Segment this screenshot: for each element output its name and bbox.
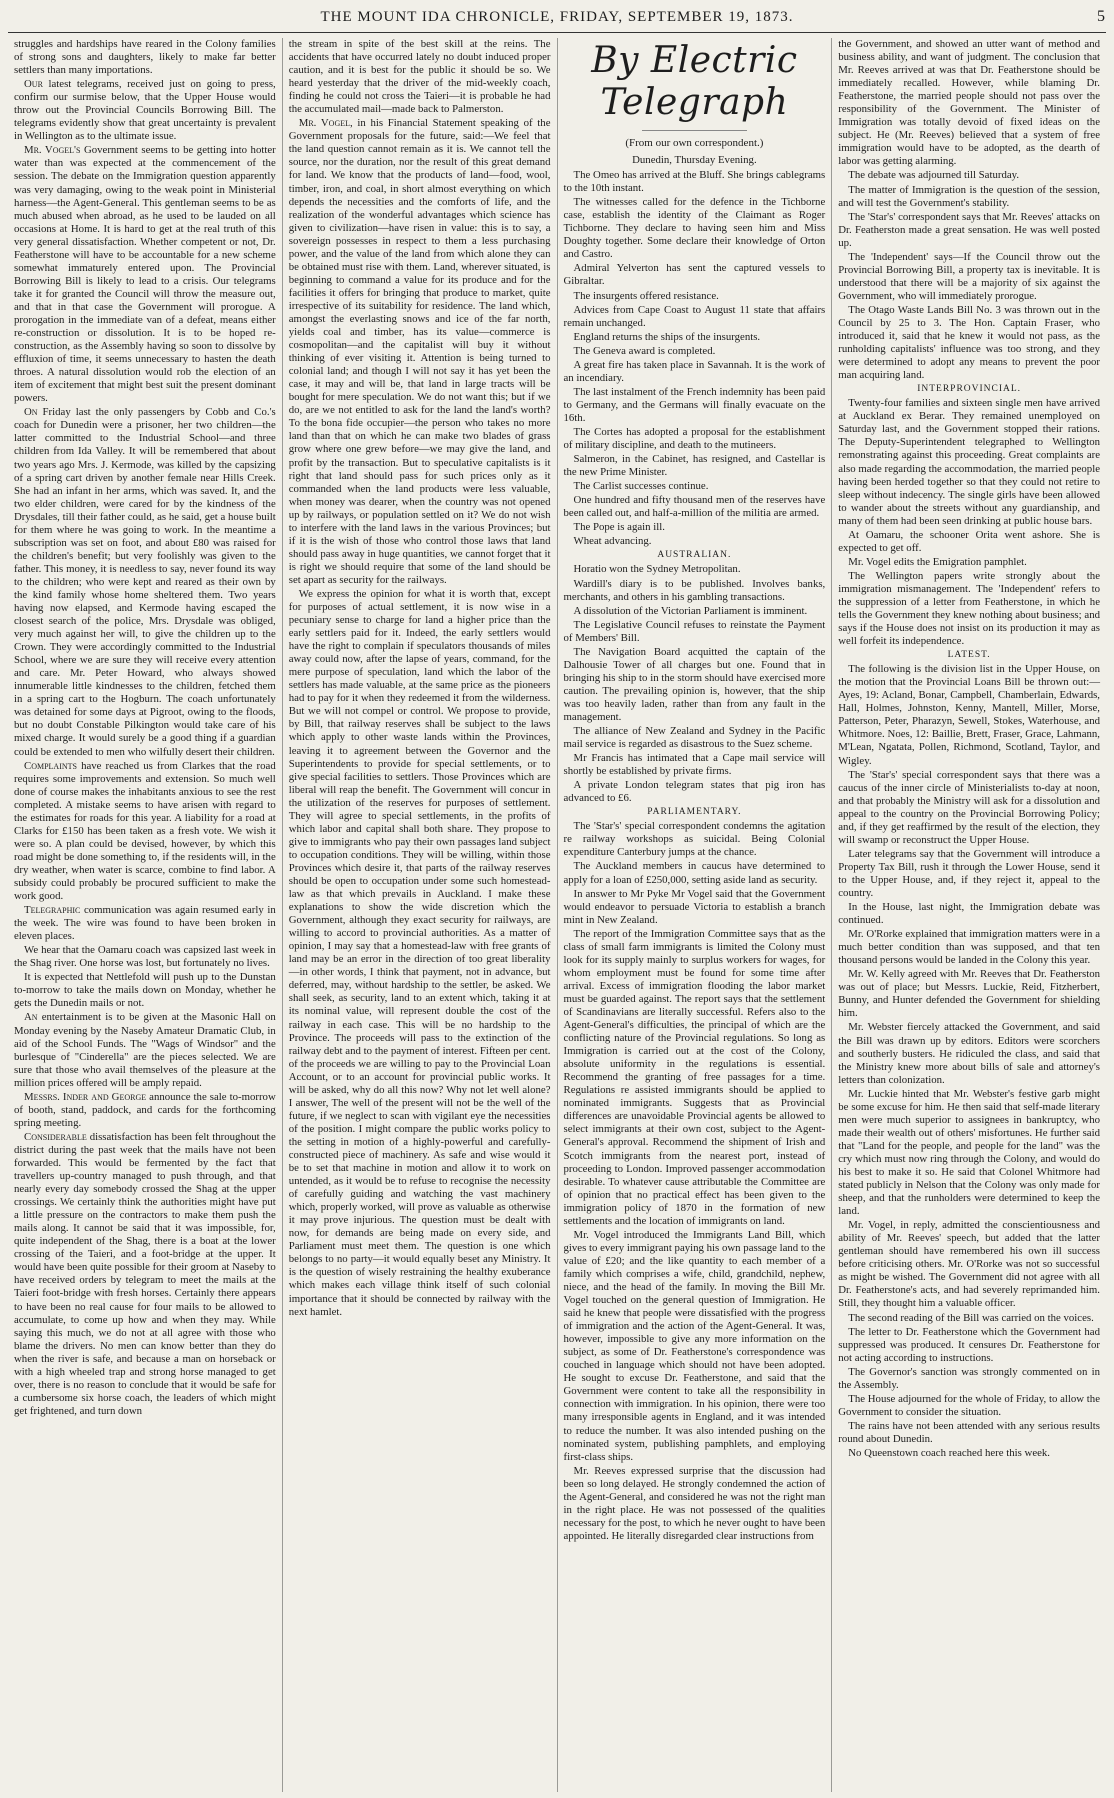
article-paragraph: [14, 760, 276, 904]
telegram-paragraph: The Cortes has adopted a proposal for the establishment of military discipline, and death to the mutineers.: [563, 425, 826, 452]
paragraph-lead: Mr. Vogel's: [24, 144, 81, 157]
telegram-paragraph: Admiral Yelverton has sent the captured vessels to Gibraltar.: [563, 262, 826, 288]
telegram-paragraph: The Wellington papers write strongly about the immigration mismanagement. The 'Independent' refers to the suppression of a letter from Featherstone, in which he tells the Government they knew nothing about business; and says if the House does not insist on its production it may as well forfeit its independence.: [838, 569, 1100, 648]
telegram-paragraph: The following is the division list in the Upper House, on the motion that the Provincial Loans Bill be thrown out:—Ayes, 19: Acland, Bonar, Campbell, Chamberlain, Edwards, Hall, Holmes, Johnston, Kenny, Mantell, Miller, Morse, Patterson, Peter, Pharazyn, Sewell, Stokes, Waterhouse, and Whitmore. Noes, 12: Baillie, Brett, Fraser, Grace, Lahmann, M'Lean, Ngatata, Pollen, Richmond, Scotland, Taylor, and Wigley.: [838, 663, 1100, 767]
section-subhead: INTERPROVINCIAL.: [917, 384, 1022, 395]
telegram-paragraph: Mr. Luckie hinted that Mr. Webster's festive garb might be some excuse for him. He then said that self-made literary men were much superior to assignees in bankruptcy, who made their wealth out of others' misfortunes. He further said that "Land for the people, and people for the land" was the cry which must now ring through the Colony, and would do his best to make it so. He said that Colonel Whitmore had stated publicly in Nelson that the Colony was only made for sheep, and that the runholders were determined to keep the land.: [838, 1087, 1100, 1218]
telegram-paragraph: The rains have not been attended with any serious results round about Dunedin.: [838, 1419, 1100, 1445]
article-paragraph: [14, 1011, 276, 1089]
telegram-paragraph: The 'Star's' special correspondent says that there was a caucus of the inner circle of Ministerialists to-day at noon, and that probably the Ministry will ask for a dissolution and appeal to the country on the Provincial Borrowing Policy; and, if they get reaffirmed by the result of the election, they will swamp or reconstruct the Upper House.: [838, 768, 1100, 846]
telegram-paragraph: Mr. Webster fiercely attacked the Government, and said the Bill was drawn up by editors. Editors were scorchers and southerly busters. He ridiculed the class, and said that the Ministry knew more about bills of sale and attorney's letters than colonization.: [838, 1021, 1100, 1086]
telegram-paragraph: Advices from Cape Coast to August 11 state that affairs remain unchanged.: [563, 303, 826, 329]
article-paragraph: [289, 38, 551, 116]
article-paragraph: [14, 944, 276, 970]
telegram-paragraph: Mr. Reeves expressed surprise that the discussion had been so long delayed. He strongly condemned the action of the Agent-General, and considered he was not the right man in the right place. He was not possessed of the qualities necessary for the post, to which he never ought to have been appointed. He literally disregarded clear instructions from: [563, 1464, 826, 1542]
section-subhead: AUSTRALIAN.: [657, 550, 732, 561]
paragraph-text: Friday last the only passengers by Cobb and Co.'s coach for Dunedin were a prisoner, her two children—the latter committed to the Industrial School—and three children from Ida Valley. It will be remembered that about two years ago Mrs. J. Kermode, was killed by the capsizing of a spring cart driven by another female near Hills Creek. She had an infant in her arms, which was saved. It, and the two elder children, were cared for by the kindness of the Drysdales, till their father could, as he said, get a house built for them where he was going to work. In the meantime a subscription was set on foot, and about £80 was raised for the children's benefit; but very foolishly was given to the father. This money, it is needless to say, never found its way to the children; who were kept and reared as their own by the kind family whose home sheltered them. Two years having now elapsed, and Kermode having escaped the closest search of the police, Mrs. Drysdale was obliged, very much against her will, to give the children up to the Crown. They were accordingly committed to the Industrial School, where we are sure they will receive every attention and care. Mr. Peter Howard, who always showed innumerable little kindnesses to the children, fetched them in a spring cart to the Hogburn. The coach unfortunately was detained for some days at Pigroot, owing to the floods, but no doubt Constable Pilkington would take care of his mixed charge. It would surely be a good thing if a guardian could be extended to men who wilfully desert their children.: [14, 406, 276, 758]
telegram-paragraph: In the House, last night, the Immigration debate was continued.: [838, 901, 1100, 927]
telegram-paragraph: Mr Francis has intimated that a Cape mail service will shortly be established by private firms.: [563, 752, 826, 778]
telegram-paragraph: The second reading of the Bill was carried on the voices.: [848, 1311, 1094, 1324]
paragraph-text: communication was again resumed early in the week. The wire was found to have been broken in eleven places.: [14, 904, 276, 943]
paragraph-text: entertainment is to be given at the Masonic Hall on Monday evening by the Naseby Amateur Dramatic Club, in aid of the School Funds. The "Wags of Windsor" and the burlesque of "Cinderella" are the pieces selected. We are sure that those who avail themselves of the pleasure at the million prices offered will be amply repaid.: [14, 1011, 276, 1089]
telegram-paragraph: At Oamaru, the schooner Orita went ashore. She is expected to get off.: [838, 528, 1100, 554]
telegram-paragraph: A private London telegram states that pig iron has advanced to £6.: [563, 779, 826, 805]
paragraph-text: It is expected that Nettlefold will push up to the Dunstan to-morrow to take the mails down on Monday, whether he gets the Dunedin mails or not.: [14, 971, 276, 1010]
paragraph-text: announce the sale to-morrow of booth, stand, paddock, and cards for the forthcoming spring meeting.: [14, 1090, 276, 1129]
article-paragraph: [14, 971, 276, 1010]
article-paragraph: [14, 1131, 276, 1418]
article-paragraph: [14, 144, 276, 405]
telegram-paragraph: Twenty-four families and sixteen single men have arrived at Auckland ex Berar. They remained unemployed on Saturday last, and the Government stopped their rations. The Deputy-Superintendent telegraphed to Wellington remonstrating against this proceeding. Great complaints are also made regarding the accommodation, the married people having been herded together so that they could not retire to sleep without indecency. The single girls have been allowed to wander about the streets without any guardianship, and many of them had been seen drinking at public house bars.: [838, 397, 1100, 527]
telegram-paragraph: The Geneva award is completed.: [573, 344, 716, 357]
telegram-paragraph: The 'Independent' says—If the Council throw out the Provincial Borrowing Bill, a property tax is inevitable. It is understood that there will be a majority of six against the Government, who will immediately prorogue.: [838, 250, 1100, 302]
telegram-paragraph: The Omeo has arrived at the Bluff. She brings cablegrams to the 10th instant.: [563, 169, 826, 195]
telegram-paragraph: One hundred and fifty thousand men of the reserves have been called out, and half-a-million of the militia are armed.: [563, 494, 826, 520]
telegram-paragraph: The Navigation Board acquitted the captain of the Dalhousie Tower of all charges but one. Found that in bringing his ship to in the storm should have exercised more caution. The prevailing opinion is, however, that the ship was too heavily laden, rather than from any fault in the management.: [563, 645, 826, 723]
telegram-paragraph: The last instalment of the French indemnity has been paid to Germany, and the Germans will finally evacuate on the 16th.: [563, 385, 826, 424]
paragraph-text: the stream in spite of the best skill at the reins. The accidents that have occurred lately no doubt induced proper caution, and it is best for the public it should be so. We heard yesterday that the driver of the mid-weekly coach, finding he could not cross the Taieri—it is probable he had the accumulated mail—made back to Palmerston.: [288, 38, 551, 116]
telegram-paragraph: Mr. O'Rorke explained that immigration matters were in a much better condition than was supposed, and that ten thousand persons would be landed in the Colony this year.: [838, 928, 1100, 967]
paragraph-text: We express the opinion for what it is worth that, except for purposes of actual settlement, it is now wise in a pecuniary sense to charge for land a higher price than the early settlers paid for it. Indeed, the early settlers would have the right to complain if speculators thousands of miles away could now, after the lapse of years, command, for the mere purpose of speculation, land which the labor of the settlers has made valuable, at the same price as the pioneers had to pay for it when they redeemed it from the wilderness. But we will not compel or control. We propose to provide, by Bill, that railway reserves shall be subject to the laws which apply to other waste lands within the Provinces, leaving it to agreement between the Governor and the Superintendents to provide for special settlements, or to give special facilities to settlers. Those Provinces which are liberal will reap the benefit. The Government will concur in the utilization of the reserves for purposes of settlement. They will agree to special settlements, in the profits of which labor and capital shall both share. They propose to give to immigrants who pay their own passages land subject to occupation conditions. They will be willing, within those Provinces which desire it, that parts of the railway reserves should be open to occupation under some such homestead-law as that which prevails in Auckland. I make these explanations to show the wide discretion which the Government, although they exact security for railways, are willing to accord to provincial authorities. As a matter of opinion, I may say that a homestead-law with free grants of land may be an error in the direction of too great liberality—in other words, I think that payment, not in advance, but deferred, may, without hardship to the settler, be asked. We shall seek, as security, land to an extent which, taking it at its nominal value, will represent double the cost of the railway in each case. This will be no hardship to the Province. The proceeds will pass to the extinction of the railway debt and to the payment of interest. Fifteen per cent. of the proceeds we are willing to pay to the Provincial Loan Account, or to an account for provincial public works. It will be asked, why do all this now? Why not let well alone? I answer, The well of the present will not be the well of the future, if we neglect to scan with vigilant eye the necessities of the position. I might compare the public works policy to the setting in motion of a highly-powerful and carefully-constructed piece of machinery. As safe and wise would it be to set that machine in motion and allow it to work on untended, as it would be to refuse to recognise the necessity of carefully guiding and watching the vast machinery which, properly worked, will prove as valuable as otherwise it may prove injurious. The question must be dealt with now, for demands are being made on every side, and Parliament must meet them. The question is one which belongs to no party—it would equally beset any Ministry. It is the question of wisely restraining the healthy exuberance which makes each village think itself of such colonial importance that it should be connected by railway with the next hamlet.: [288, 587, 551, 1318]
paragraph-lead: Our: [24, 78, 43, 91]
telegram-paragraph: The witnesses called for the defence in the Tichborne case, establish the identity of the Claimant as Roger Tichborne. They declare to having seen him and Miss Doughty together. Some declare their knowledge of Orton and Castro.: [563, 196, 826, 261]
telegram-paragraph: The 'Star's' correspondent says that Mr. Reeves' attacks on Dr. Featherston made a great sensation. He was well posted up.: [838, 210, 1100, 249]
dateline: Dunedin, Thursday Evening.: [632, 154, 757, 167]
paragraph-text: in his Financial Statement speaking of the Government proposals for the future, said:—We feel that the land question cannot remain as it is. We cannot tell the source, nor the duration, nor the result of this great demand for land. We know that the products of land—food, wool, timber, iron, and coal, in short almost everything on which depends the necessities and the comforts of life, and the realization of the wonderful advantages which science has given to civilization—have risen in value: this is to say, a sovereign possesses in respect to them a less purchasing power, and the value of the land from which alone they can be obtained must rise with them. Land, wherever situated, is beginning to command a value for its produce and for the facilities it offers for bringing that produce to market, quite irrespective of its suitability for residence. The land which, amongst the everlasting snows and ice of the far north, yields coal and timber, has its value—commerce is cosmopolitan—and the capitalist will buy it without thinking of ever visiting it. Attention is being turned to colonial land; and though I will not say it has yet been the case, it may and will be, that land in large tracts will be bought for mere speculation. We do not want this; but if we do, are we not entitled to ask for the land the land's worth? To the bona fide occupier—the person who takes no more land than that on which he can make two blades of grass grow where one grew before—we may give the land, and profit by the transaction. But to speculative capitalists is it right that land should pass for such prices only as it commanded when the land products were less valuable, when money was dearer, when the country was not opened up by railways, or population settled on it? We do not wish to interfere with the land laws in the various Provinces; but if it is the wish of those who control those laws that land should pass away in huge quantities, we cannot forget that it is right we should require that some of the land should be set apart as security for the railways.: [288, 117, 551, 586]
telegraph-heading: By Electric Telegraph: [591, 40, 798, 123]
telegram-paragraph: Wheat advancing.: [573, 535, 652, 548]
telegram-paragraph: The House adjourned for the whole of Friday, to allow the Government to consider the situation.: [838, 1392, 1100, 1418]
paragraph-lead: On: [24, 406, 38, 419]
masthead: [8, 2, 1106, 33]
article-paragraph: [14, 904, 276, 943]
telegram-paragraph: Later telegrams say that the Government will introduce a Property Tax Bill, rush it through the Lower House, send it to the Upper House, and, if they reject it, appeal to the country.: [838, 847, 1100, 899]
telegram-paragraph: The insurgents offered resistance.: [573, 289, 719, 302]
article-paragraph: [14, 406, 276, 758]
paragraph-text: Government seems to be getting into hotter water than was expected at the commencement of the session. The debate on the Immigration question apparently was very damaging, owing to the weak point in Ministerial harness—the Agent-General. This gentleman seems to be as much abused when abroad, as he used to be lauded on all occasions at Home. It is hard to get at the real truth of this very general dissatisfaction. Whether competent or not, Dr. Featherstone will have to be accountable for a new scheme somewhat immaturely entered upon. The Provincial Borrowing Bill is likely to lead to a crisis. Our telegrams take it for granted the Council will throw the measure out, and that in that case the Government will prorogue. A prorogation in the immediate van of a defeat, means either re-construction or dissolution. It is to be hoped re-construction, as the Assembly having so soon to dissolve by effluxion of time, it seems unnecessary to hasten the death throes. A natural dissolution would rob the election of an item of excitement that might best suit the present dominant powers.: [14, 144, 276, 405]
telegram-paragraph: Wardill's diary is to be published. Involves banks, merchants, and others in his gambling transactions.: [563, 577, 826, 603]
telegram-paragraph: Salmeron, in the Cabinet, has resigned, and Castellar is the new Prime Minister.: [563, 453, 826, 479]
paragraph-text: have reached us from Clarkes that the road requires some improvements and extension. So much well done of course makes the inhabitants anxious to see the rest completed. A mistake seems to have arisen with regard to the estimates for roads for this year. A liability for a road at Clarks for £150 has been taken as a fresh vote. We wish it were so. A plan could be devised, however, by which this road might be done something to, if the residents will, in the dry weather, when water is scarce, combine to find labor. A subsidy could probably be procured sufficient to make the work good.: [14, 759, 276, 903]
telegram-paragraph: The report of the Immigration Committee says that as the class of small farm immigrants is limited the Colony must look for its supply mainly to surplus workers for wages, for whom employment must be found for some time after arrival. Excess of immigration flooding the labor market must be guarded against. The report says that the settlement of Scandinavians are literally successful. Refers also to the Agent-General's difficulties, the principal of which are the conflicting nature of the Provincial regulations. So long as Immigration is carried out at the cost of the Colony, absolute uniformity in the regulations is essential. Recommend the granting of free passages for a time. Regulations re assisted immigrants should be applied to nominated immigrants. Suggests that as Provincial differences are unavoidable Provincial agents be allowed to select immigrants at their own cost, subject to the Agent-General's approval. Recommend the shipment of Irish and Scotch immigrants from the nearest port, instead of proceeding to London. Improved passenger accommodation desirable. To whatever cause attributable the Committee are of opinion that no practical effect has been given to the immigration policy of 1870 in the formation of new settlements and the location of immigrants on land.: [563, 927, 826, 1227]
paragraph-text: struggles and hardships have reared in the Colony families of strong sons and daughters, likely to make far better settlers than many importations.: [14, 38, 276, 77]
telegram-paragraph: Mr. Vogel edits the Emigration pamphlet.: [848, 555, 1027, 568]
article-paragraph: [289, 588, 551, 1319]
telegram-paragraph: The Carlist successes continue.: [573, 480, 709, 493]
paragraph-lead: Messrs. Inder and George: [24, 1090, 147, 1103]
byline: (From our own correspondent.): [625, 137, 764, 149]
telegram-paragraph: The Governor's sanction was strongly commented on in the Assembly.: [838, 1365, 1100, 1391]
heading-rule: [642, 130, 747, 131]
paragraph-lead: Mr. Vogel,: [298, 117, 353, 130]
telegram-paragraph: the Government, and showed an utter want of method and business ability, and want of judgment. The conclusion that Mr. Reeves arrived at was that Dr. Featherstone should be immediately recalled. However, while blaming Dr. Featherstone, the married people should not pass over the responsibility of the Government. The Minister of Immigration was totally devoid of fixed ideas on the subject. He (Mr. Reeves) believed that a system of free immigration would have to be adopted, as the dearth of labor was getting alarming.: [838, 38, 1100, 168]
article-paragraph: [14, 78, 276, 143]
columns: [8, 38, 1106, 1792]
column-1: [8, 38, 283, 1792]
column-4: [832, 38, 1106, 1792]
newspaper-title: THE MOUNT IDA CHRONICLE, FRIDAY, SEPTEMBER 19, 1873.: [320, 8, 794, 25]
paragraph-text: dissatisfaction has been felt throughout the district during the past week that the mails have not been forwarded. This would be fermented by the fact that travellers up-country managed to push through, and that nearly every day somebody crossed the Shag at the upper crossings. We certainly think the authorities might have put a little pressure on the contractors to make them push the mails along. It cannot be said that it was impossible, for, quite independent of the Shag, there is a boat at the lower crossing of the Taieri, and a foot-bridge at the upper. It would have been quite possible for their groom at Naseby to have received orders by telegram to meet the mails at the Taieri foot-bridge with fresh horses. Certainly there appears to have been no real cause for four mails to be allowed to accumulate, to come up how and when they may. While saying this much, we do not at all agree with those who blame the drivers. No men can know better than they do when the river is safe, and because a man on horseback or with a high wheeled trap and strong horse managed to get over, there is no reason to conclude that it would be safe for a cumbersome six horse coach, the leaders of which might get frightened, and turn down: [14, 1130, 276, 1417]
section-subhead: LATEST.: [947, 650, 991, 661]
telegram-paragraph: No Queenstown coach reached here this week.: [848, 1446, 1051, 1459]
telegram-paragraph: Mr. Vogel, in reply, admitted the conscientiousness and ability of Mr. Reeves' speech, but added that the latter gentleman should have remembered his own ill success before criticising others. Mr. O'Rorke was not so successful as might be wished. The Government did not agree with all Dr. Featherstone's acts, and had severely reprimanded him. Still, they thought him a valuable officer.: [838, 1219, 1100, 1310]
column-2: [283, 38, 558, 1792]
paragraph-lead: Considerable: [24, 1130, 87, 1143]
telegram-paragraph: Mr. Vogel introduced the Immigrants Land Bill, which gives to every immigrant paying his own passage land to the value of £20; and the like quantity to each member of a family which comprises a wife, child, grandchild, nephew, niece, and the head of the family. In moving the Bill Mr. Vogel touched on the general question of Immigration. He said he knew that people were dissatisfied with the progress of immigration and the action of the Agent-General. It was, however, impossible to give any more information on the subject, as some of Dr. Featherstone's correspondence was couched in language which should not have been adopted. He sought to excuse Dr. Featherstone, and said that the Government were content to take all the responsibility in connection with immigration. In his opinion, there were too many irresponsible agents in England, and it was intended to reduce the number. It was also intended pushing on the nominated system, publishing pamphlets, and employing first-class ships.: [563, 1228, 826, 1463]
article-paragraph: [14, 38, 276, 77]
telegram-paragraph: Mr. W. Kelly agreed with Mr. Reeves that Dr. Featherston was out of place; but Messrs. Luckie, Reid, Fitzherbert, Bunny, and Hunter defended the Government for shielding him.: [838, 968, 1100, 1020]
telegram-paragraph: In answer to Mr Pyke Mr Vogel said that the Government would endeavor to persuade Victoria to establish a branch mint in New Zealand.: [563, 887, 826, 926]
telegram-paragraph: Horatio won the Sydney Metropolitan.: [573, 563, 741, 576]
telegram-paragraph: The Pope is again ill.: [573, 521, 665, 534]
telegram-paragraph: The letter to Dr. Featherstone which the Government had suppressed was produced. It censures Dr. Featherstone for not acting according to instructions.: [838, 1325, 1100, 1364]
article-paragraph: [289, 117, 551, 587]
telegram-paragraph: The 'Star's' special correspondent condemns the agitation re railway workshops as suicidal. Being Colonial expenditure Canterbury jumps at the chance.: [563, 820, 826, 859]
telegram-paragraph: The matter of Immigration is the question of the session, and will test the Government's stability.: [838, 183, 1100, 209]
telegram-paragraph: England returns the ships of the insurgents.: [573, 330, 761, 343]
paragraph-lead: Complaints: [24, 759, 77, 772]
article-paragraph: [14, 1091, 276, 1130]
telegram-paragraph: A dissolution of the Victorian Parliament is imminent.: [573, 604, 808, 617]
paragraph-lead: An: [24, 1011, 38, 1024]
paragraph-lead: Telegraphic: [24, 904, 81, 917]
paragraph-text: latest telegrams, received just on going to press, confirm our surmise below, that the Upper House would throw out the Provincial Councils Borrowing Bill. The telegrams evidently show that great uncertainty is prevalent in Wellington as to the ultimate issue.: [14, 78, 276, 143]
page-number: 5: [1097, 8, 1106, 25]
telegram-paragraph: A great fire has taken place in Savannah. It is the work of an incendiary.: [563, 358, 826, 384]
column-3: [558, 38, 833, 1792]
telegraph-body: [564, 169, 826, 1543]
telegram-paragraph: The Auckland members in caucus have determined to apply for a loan of £250,000, setting aside land as security.: [563, 860, 826, 886]
paragraph-text: We hear that the Oamaru coach was capsized last week in the Shag river. One horse was lost, but fortunately no lives.: [14, 944, 276, 970]
section-subhead: PARLIAMENTARY.: [647, 807, 742, 818]
telegram-paragraph: The debate was adjourned till Saturday.: [848, 169, 1020, 182]
telegram-paragraph: The Legislative Council refuses to reinstate the Payment of Members' Bill.: [563, 618, 826, 644]
telegram-paragraph: The alliance of New Zealand and Sydney in the Pacific mail service is regarded as disastrous to the Suez scheme.: [563, 725, 826, 751]
telegram-paragraph: The Otago Waste Lands Bill No. 3 was thrown out in the Council by 25 to 3. The Hon. Captain Fraser, who introduced it, said that he knew it would not pass, as the runholding capitalists' influence was too strong, and they were determined to adopt any means to prevent the poor man acquiring land.: [838, 303, 1100, 382]
